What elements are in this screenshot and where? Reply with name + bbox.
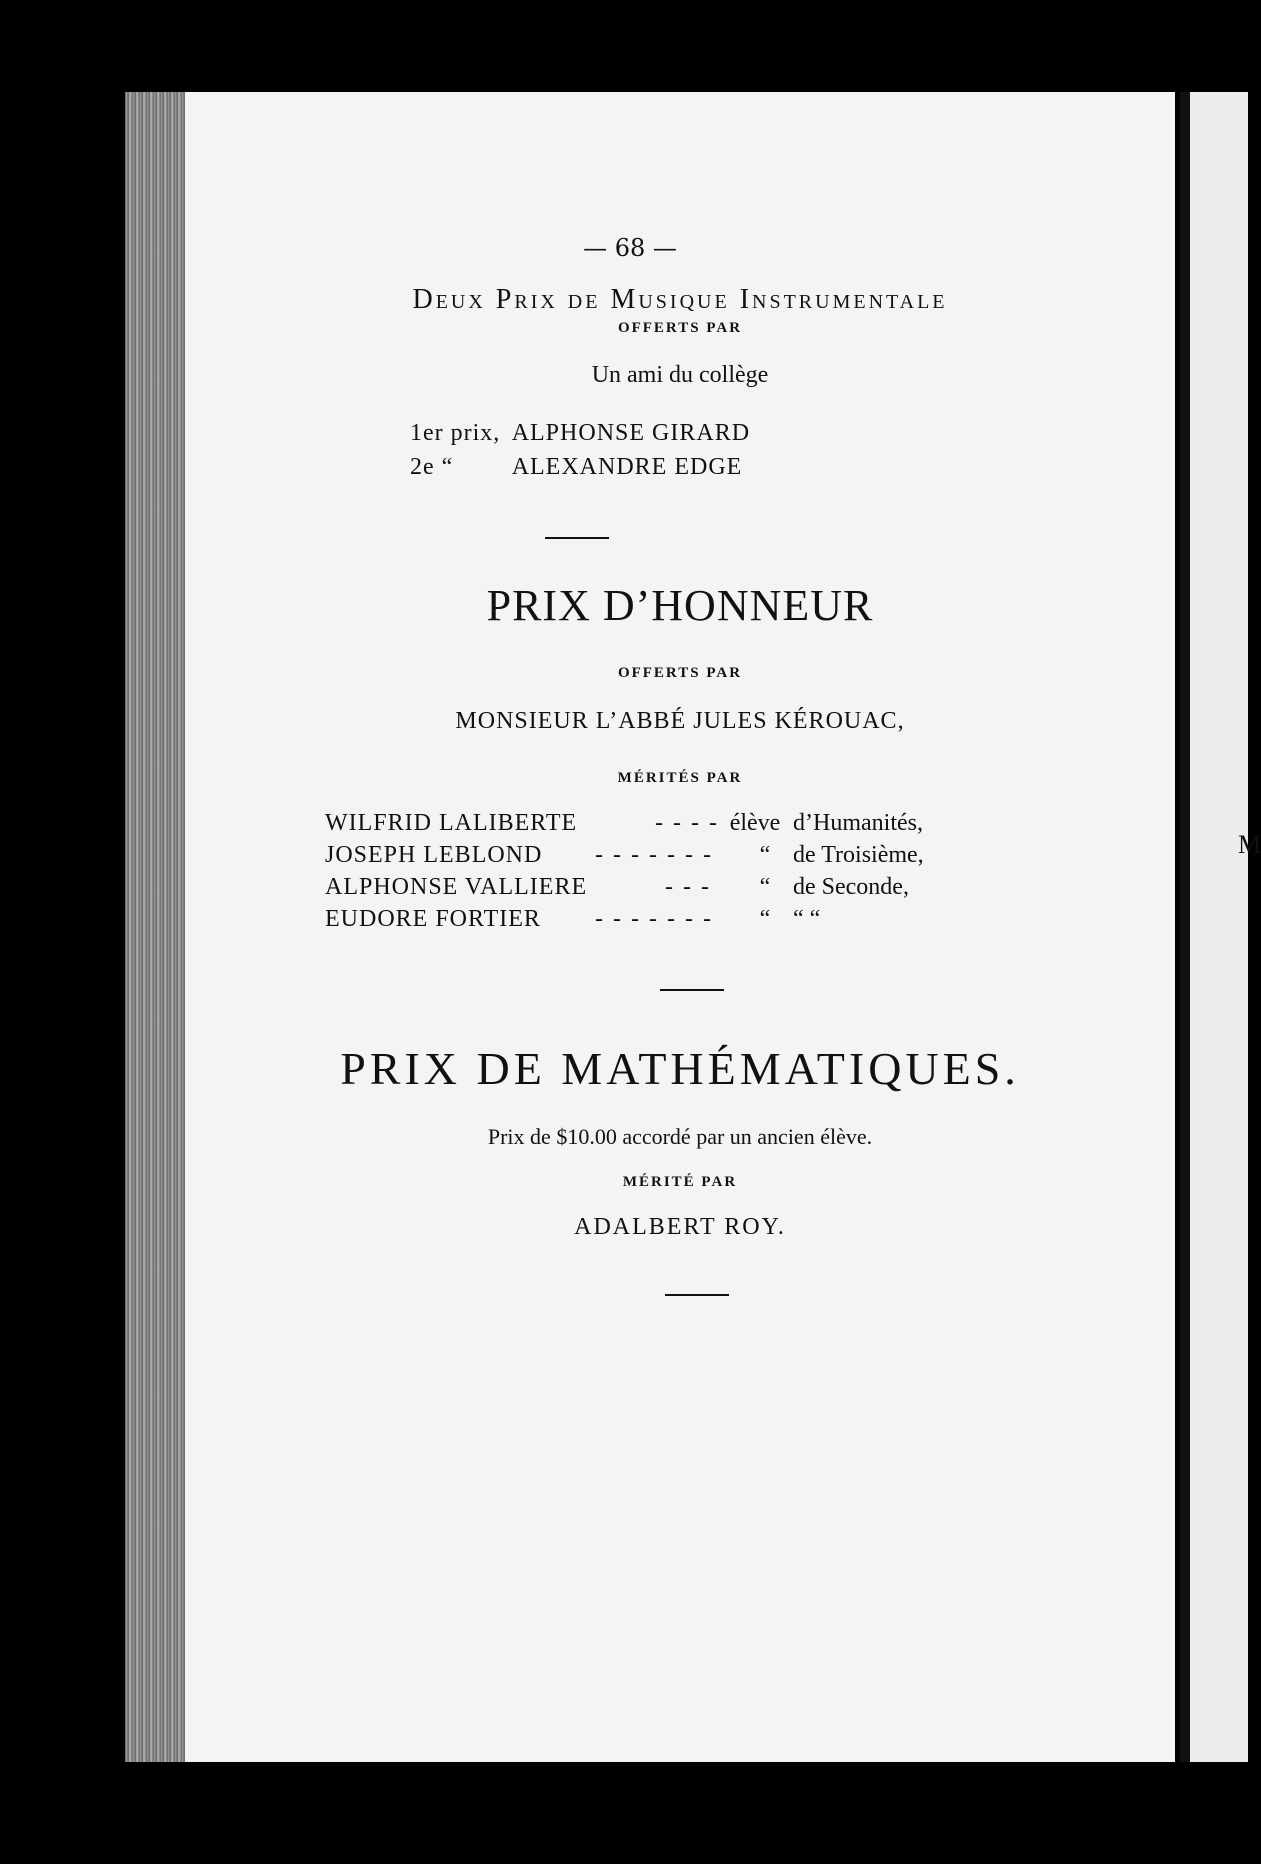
math-merited-label: MÉRITÉ PAR [622,1174,738,1190]
page-content [185,92,1175,1762]
winner-name: WILFRID LALIBERTE [325,810,578,836]
honneur-donor: MONSIEUR L’ABBÉ JULES KÉROUAC, [455,708,905,734]
math-description: Prix de $10.00 accordé par un ancien élève. [487,1124,873,1149]
winner-class: “ “ [793,906,821,932]
facing-page-letter: M [1238,830,1261,859]
prize-rank: 1er prix, [410,420,501,446]
prize-winner: ALPHONSE GIRARD [511,420,751,446]
dot-leader: - - - - - - - [595,842,713,868]
math-title: PRIX DE MATHÉMATIQUES. [340,1043,1020,1094]
winner-row [325,906,1045,938]
honneur-merited-label: MÉRITÉS PAR [617,770,743,786]
binding-gutter [125,92,185,1762]
music-prize-2 [410,454,742,481]
facing-page-edge [1180,92,1261,1762]
honneur-title: PRIX D’HONNEUR [486,581,874,630]
winner-name: JOSEPH LEBLOND [325,842,543,868]
winner-class: de Troisième, [793,842,924,868]
prize-rank: 2e “ [410,454,454,480]
winner-class: d’Humanités, [793,810,923,836]
dot-leader: - - - - - - - [595,906,713,932]
honneur-offered-label: OFFERTS PAR [617,665,743,681]
ditto-mark: “ [759,874,771,900]
document-page [125,92,1175,1762]
dot-leader: - - - [665,874,711,900]
class-prefix: élève [729,810,781,836]
dot-leader: - - - - [655,810,719,836]
section-divider [545,537,609,539]
page-number: — 68 — [583,234,677,262]
ditto-mark: “ [759,842,771,868]
section-divider [665,1294,729,1296]
winner-row [325,810,1045,842]
winner-name: EUDORE FORTIER [325,906,541,932]
winner-row [325,874,1045,906]
math-winner: ADALBERT ROY. [574,1214,786,1240]
prize-winner: ALEXANDRE EDGE [511,454,743,480]
winner-row [325,842,1045,874]
ditto-mark: “ [759,906,771,932]
winner-class: de Seconde, [793,874,909,900]
page-divider [1180,92,1190,1762]
honneur-winners [325,810,1045,938]
music-offered-label: OFFERTS PAR [617,320,743,336]
music-prize-title: Deux Prix de Musique Instrumentale [412,284,948,315]
music-donor: Un ami du collège [591,362,769,388]
winner-name: ALPHONSE VALLIERE [325,874,588,900]
music-prize-1 [410,420,750,447]
section-divider [660,989,724,991]
